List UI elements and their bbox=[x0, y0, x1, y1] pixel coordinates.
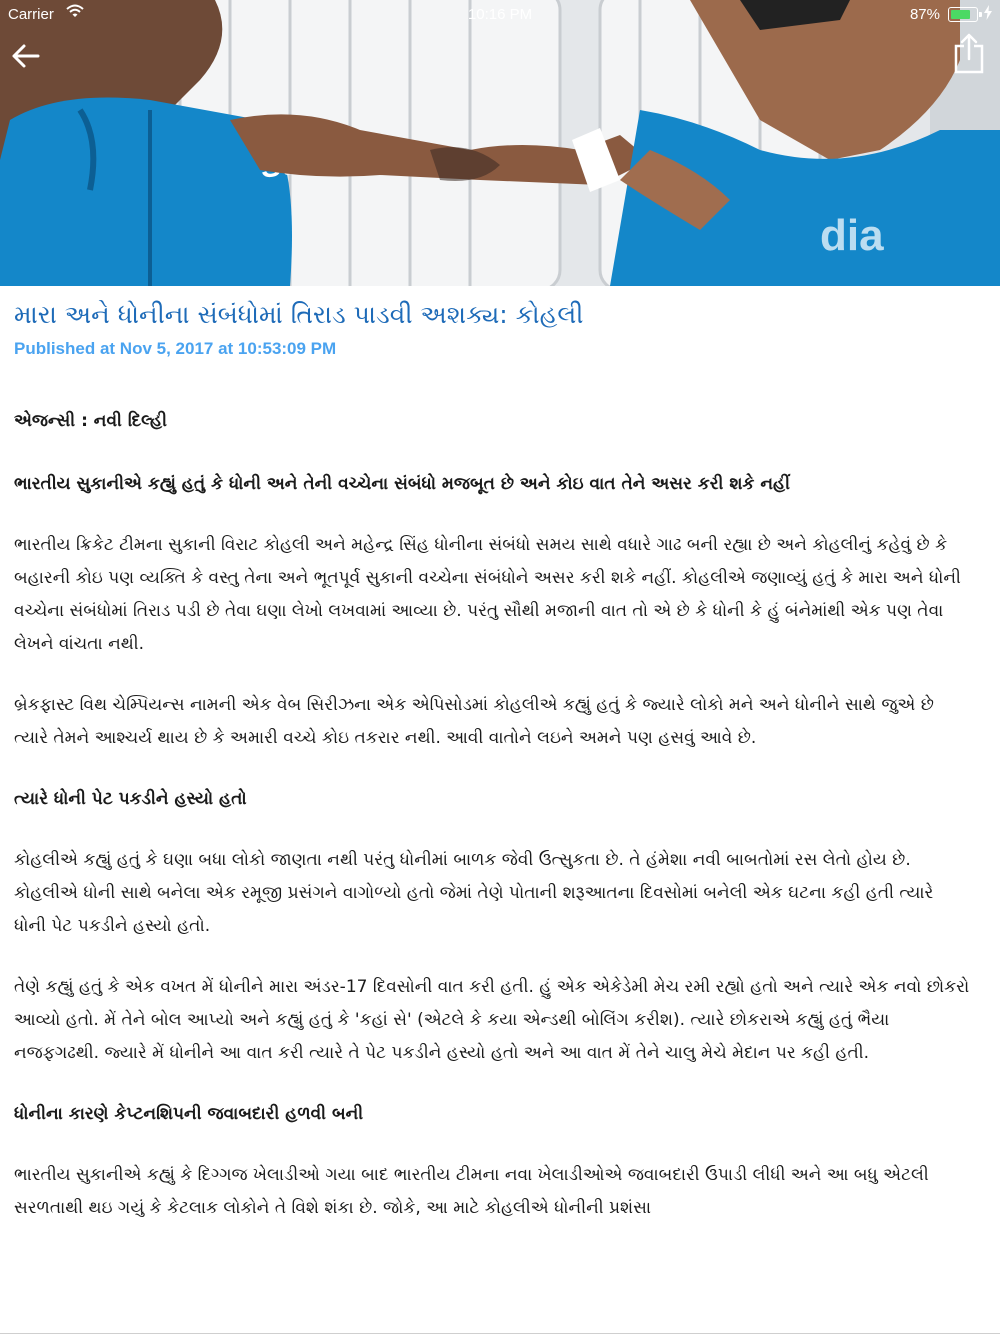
section-heading: ત્યારે ધોની પેટ પકડીને હસ્યો હતો bbox=[14, 789, 247, 809]
back-button[interactable] bbox=[8, 36, 48, 76]
article-paragraph: કોહલીએ કહ્યું હતું કે ઘણા બધા લોકો જાણતા નથી પરંતુ ધોનીમાં બાળક જેવી ઉત્સુકતા છે. તે હંમેશા નવી બાબતોમાં રસ લેતો હોય છે. કોહલીએ ધોની સાથે બનેલા એક રમૂજી પ્રસંગને વાગોળ્યો હતો જેમાં તેણે પોતાની શરૂઆતના દિવસોમાં બનેલી એક ઘટના કહી હતી ત્યારે ધોની પેટ પકડીને હસ્યો હતો. bbox=[14, 850, 934, 936]
hero-photo bbox=[0, 0, 1000, 286]
published-date: Published at Nov 5, 2017 at 10:53:09 PM bbox=[14, 339, 337, 358]
hero-image bbox=[0, 0, 1000, 286]
battery-icon bbox=[948, 7, 978, 22]
article-subheading: ભારતીય સુકાનીએ કહ્યું હતું કે ધોની અને તેની વચ્ચેના સંબંધો મજબૂત છે અને કોઇ વાત તેને અસર કરી શકે નહીં bbox=[14, 474, 790, 494]
section-heading: ધોનીના કારણે કેપ્ટનશિપની જવાબદારી હળવી બની bbox=[14, 1104, 364, 1124]
battery-percent: 87% bbox=[909, 6, 940, 23]
share-icon bbox=[952, 32, 986, 74]
article-body bbox=[14, 405, 970, 1225]
status-time: 10:16 PM bbox=[467, 6, 533, 23]
article-paragraph: તેણે કહ્યું હતું કે એક વખત મેં ધોનીને મારા અંડર-17 દિવસોની વાત કરી હતી. હું એક એકેડેમી મેચ રમી રહ્યો હતો અને ત્યારે એક નવો છોકરો આવ્યો હતો. મેં તેને બોલ આપ્યો અને કહ્યું હતું કે 'કહાં સે' (એટલે કે કયા એન્ડથી બોલિંગ કરીશ). ત્યારે છોકરાએ કહ્યું હતું ભૈયા નજફગઢથી. જ્યારે મેં ધોનીને આ વાત કરી ત્યારે તે પેટ પકડીને હસ્યો હતો અને આ વાત મેં તેને ચાલુ મેચે મેદાન પર કહી હતી. bbox=[14, 977, 970, 1063]
share-button[interactable] bbox=[952, 32, 986, 74]
charging-bolt-icon bbox=[984, 5, 992, 24]
battery-fill bbox=[951, 10, 970, 19]
article-paragraph: ભારતીય સુકાનીએ કહ્યું કે દિગ્ગજ ખેલાડીઓ ગયા બાદ ભારતીય ટીમના નવા ખેલાડીઓએ જવાબદારી ઉપાડી લીધી અને આ બધુ એટલી સરળતાથી થઇ ગયું કે કેટલાક લોકોને તે વિશે શંકા છે. જોકે, આ માટે કોહલીએ ધોનીની પ્રશંસા bbox=[14, 1165, 929, 1218]
article-paragraph: બ્રેકફાસ્ટ વિથ ચેમ્પિયન્સ નામની એક વેબ સિરીઝના એક એપિસોડમાં કોહલીએ કહ્યું હતું કે જ્યારે લોકો મને અને ધોનીને સાથે જુએ છે ત્યારે તેમને આશ્ચર્ય થાય છે કે અમારી વચ્ચે કોઇ તકરાર નથી. આવી વાતોને લઇને અમને પણ હસવું આવે છે. bbox=[14, 695, 934, 748]
carrier-label: Carrier bbox=[8, 6, 54, 23]
article-headline: મારા અને ધોનીના સંબંધોમાં તિરાડ પાડવી અશક્ય: કોહલી bbox=[14, 300, 584, 329]
dateline: એજન્સી : નવી દિલ્હી bbox=[14, 411, 167, 431]
jersey-text: dia bbox=[820, 211, 884, 260]
status-bar bbox=[0, 0, 1000, 30]
article-paragraph: ભારતીય ક્રિકેટ ટીમના સુકાની વિરાટ કોહલી અને મહેન્દ્ર સિંહ ધોનીના સંબંધો સમય સાથે વધારે ગાઢ બની રહ્યા છે અને કોહલીનું કહેવું છે કે બહારની કોઇ પણ વ્યક્તિ કે વસ્તુ તેના અને ભૂતપૂર્વ સુકાની વચ્ચેના સંબંધોને અસર કરી શકે નહીં. કોહલીએ જણાવ્યું હતું કે મારા અને ધોની વચ્ચેના સંબંધોમાં તિરાડ પડી છે તેવા ઘણા લેખો લખવામાં આવ્યા છે. પરંતુ સૌથી મજાની વાત તો એ છે કે ધોની કે હું બંનેમાંથી એક પણ તેવા લેખને વાંચતા નથી. bbox=[14, 535, 961, 654]
arrow-left-icon bbox=[8, 36, 48, 76]
